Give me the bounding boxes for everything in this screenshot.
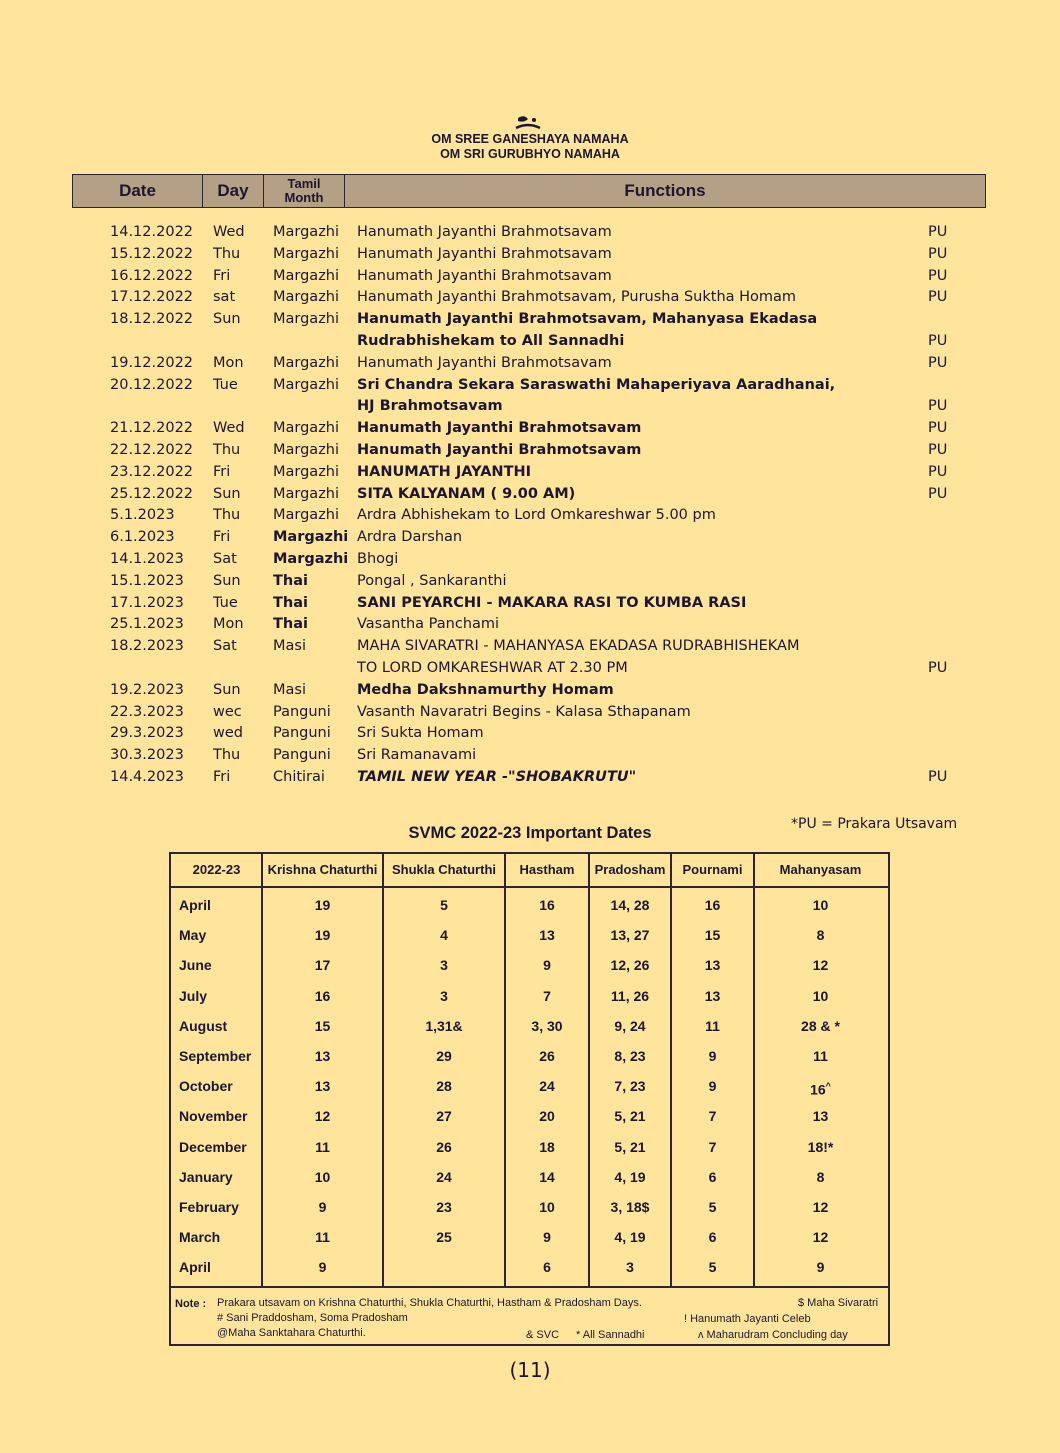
function-row-function: SANI PEYARCHI - MAKARA RASI TO KUMBA RASI — [357, 594, 747, 611]
table-cell: 8 — [816, 1168, 825, 1185]
table-cell: 7 — [708, 1108, 717, 1125]
function-row-pu: PU — [928, 245, 948, 262]
table-cell: 8, 23 — [614, 1048, 646, 1064]
function-row — [110, 440, 990, 462]
table-cell: 17 — [314, 957, 331, 974]
function-row-function: HANUMATH JAYANTHI — [357, 463, 531, 480]
function-row-date: 23.12.2022 — [110, 463, 194, 480]
function-row-function: Hanumath Jayanthi Brahmotsavam — [357, 245, 612, 262]
function-row-function: Ardra Abhishekam to Lord Omkareshwar 5.00 pm — [357, 507, 716, 524]
function-row-function: Pongal , Sankaranthi — [357, 572, 507, 589]
function-row-month: Margazhi — [273, 311, 340, 328]
function-row-day: Sun — [213, 572, 241, 589]
function-row-function: TAMIL NEW YEAR -"SHOBAKRUTU" — [357, 768, 637, 785]
function-row — [110, 222, 990, 244]
function-row — [110, 593, 990, 615]
function-row — [110, 527, 990, 549]
function-row-function: Ardra Darshan — [357, 529, 463, 546]
function-row — [110, 723, 990, 745]
function-row-day: Tue — [213, 376, 238, 393]
table-cell: 3 — [440, 987, 448, 1004]
table-cell: 23 — [436, 1199, 452, 1215]
table-cell: 9 — [543, 957, 551, 974]
function-row-month: Chitirai — [273, 768, 325, 785]
function-row-date: 6.1.2023 — [110, 529, 175, 546]
table-cell: 26 — [436, 1138, 452, 1155]
function-row-function: Vasanth Navaratri Begins - Kalasa Sthapanam — [357, 703, 691, 720]
table-cell: 5 — [708, 1199, 717, 1215]
function-row-function: Vasantha Panchami — [357, 616, 500, 633]
table-month-cell: February — [179, 1199, 239, 1215]
table-cell: 16 — [314, 987, 331, 1004]
table-cell: 24 — [436, 1168, 452, 1185]
function-row-function: HJ Brahmotsavam — [357, 398, 503, 415]
function-row — [110, 418, 990, 440]
function-row-month: Masi — [273, 638, 306, 655]
table-month-cell: March — [179, 1229, 221, 1246]
function-row-day: Fri — [213, 463, 231, 480]
function-row-function: Hanumath Jayanthi Brahmotsavam — [357, 267, 612, 284]
function-row — [110, 636, 990, 658]
function-row-function: Sri Sukta Homam — [357, 725, 484, 742]
function-row-date: 20.12.2022 — [110, 376, 194, 393]
function-row-date: 14.4.2023 — [110, 768, 184, 785]
function-row — [110, 702, 990, 724]
table-column-header: Mahanyasam — [779, 862, 862, 877]
function-row-day: Tue — [213, 594, 238, 611]
table-cell: 9 — [318, 1259, 327, 1276]
function-row-date: 15.1.2023 — [110, 572, 184, 589]
table-cell: 19 — [314, 897, 331, 913]
table-month-cell: August — [179, 1017, 228, 1034]
function-row-month: Panguni — [273, 747, 331, 764]
function-row-day: Thu — [213, 245, 241, 262]
table-cell: 26 — [539, 1048, 555, 1064]
table-cell: 15 — [704, 927, 721, 944]
function-row-month: Thai — [273, 616, 308, 633]
header-date: Date — [73, 175, 203, 207]
function-row-function: Hanumath Jayanthi Brahmotsavam — [357, 441, 642, 458]
function-row-function: SITA KALYANAM ( 9.00 AM) — [357, 485, 576, 502]
function-row-month: Margazhi — [273, 529, 349, 546]
table-column-header: Krishna Chaturthi — [267, 862, 378, 877]
function-row-date: 22.12.2022 — [110, 441, 194, 458]
function-row-function: Hanumath Jayanthi Brahmotsavam, Mahanyasa Ekadasa — [357, 311, 818, 328]
table-cell: 12 — [314, 1108, 331, 1125]
function-row-date: 18.12.2022 — [110, 311, 194, 328]
header-tamil-month-line-2: Month — [284, 190, 324, 205]
header-functions: Functions — [624, 181, 706, 200]
function-row-pu: PU — [928, 332, 948, 349]
function-row-function: Bhogi — [357, 550, 399, 567]
function-row-date: 30.3.2023 — [110, 747, 184, 764]
function-row-month: Margazhi — [273, 289, 340, 306]
function-row-month: Margazhi — [273, 376, 340, 393]
function-row — [110, 614, 990, 636]
function-row-function: Hanumath Jayanthi Brahmotsavam — [357, 224, 612, 240]
function-row — [110, 309, 990, 331]
table-cell: 9, 24 — [614, 1017, 646, 1034]
function-row-month: Thai — [273, 594, 308, 611]
note-line-1: Prakara utsavam on Krishna Chaturthi, Shukla Chaturthi, Hastham & Pradosham Days. — [217, 1297, 642, 1309]
table-cell: 13 — [812, 1108, 829, 1125]
table-cell: 11 — [705, 1017, 720, 1034]
table-cell-superscript: 16^ — [810, 1081, 831, 1098]
function-row — [110, 244, 990, 266]
function-row-day: Sat — [213, 638, 237, 655]
function-row-pu: PU — [928, 768, 948, 785]
function-row-date: 17.12.2022 — [110, 289, 194, 306]
table-column-header: 2022-23 — [192, 862, 241, 877]
function-row-date: 5.1.2023 — [110, 507, 175, 524]
table-cell: 10 — [812, 987, 829, 1004]
function-row-pu: PU — [928, 267, 948, 284]
pu-note: *PU = Prakara Utsavam — [791, 816, 958, 832]
table-cell: 4, 19 — [614, 1229, 646, 1246]
function-row-date: 15.12.2022 — [110, 245, 194, 262]
function-row-pu: PU — [928, 441, 948, 458]
function-row-date: 25.12.2022 — [110, 485, 194, 502]
table-cell: 10 — [812, 897, 829, 913]
function-row-month: Margazhi — [273, 420, 340, 437]
function-row-pu: PU — [928, 485, 948, 502]
table-cell: 20 — [539, 1108, 555, 1125]
function-row — [110, 287, 990, 309]
table-cell: 11, 26 — [610, 987, 650, 1004]
header-tamil-month — [264, 175, 345, 207]
functions-table-header — [72, 174, 986, 208]
function-row — [110, 767, 990, 789]
table-cell: 15 — [314, 1017, 331, 1034]
function-row-month: Panguni — [273, 725, 331, 742]
table-cell: 5, 21 — [614, 1138, 646, 1155]
table-cell: 27 — [436, 1108, 452, 1125]
function-row-pu: PU — [928, 659, 948, 676]
table-cell: 9 — [318, 1199, 327, 1215]
note-hanumath: ! Hanumath Jayanti Celeb — [684, 1313, 811, 1325]
table-cell: 5 — [440, 897, 448, 913]
table-month-cell: May — [179, 927, 207, 944]
table-column-header: Hastham — [519, 862, 575, 877]
function-row-pu: PU — [928, 463, 948, 480]
table-cell: 13 — [704, 987, 721, 1004]
table-cell: 13 — [314, 1048, 331, 1064]
function-row-pu: PU — [928, 224, 948, 240]
table-cell: 3, 18$ — [610, 1199, 650, 1215]
table-cell: 28 & * — [801, 1017, 840, 1034]
table-notes-divider — [171, 1286, 888, 1288]
table-cell: 4 — [440, 927, 448, 944]
table-cell: 11 — [813, 1048, 828, 1064]
function-row-day: Fri — [213, 529, 231, 546]
function-row-function: Medha Dakshnamurthy Homam — [357, 681, 614, 698]
function-row-pu: PU — [928, 398, 948, 415]
function-row-day: Thu — [213, 747, 241, 764]
table-cell: 7 — [708, 1138, 717, 1155]
table-column-header: Pournami — [682, 862, 743, 877]
function-row-date: 19.2.2023 — [110, 681, 184, 698]
function-row-day: Wed — [213, 224, 245, 240]
function-row — [110, 658, 990, 680]
table-cell: 10 — [314, 1168, 331, 1185]
table-cell: 29 — [436, 1048, 452, 1064]
table-month-cell: April — [179, 897, 211, 913]
function-row-date: 17.1.2023 — [110, 594, 184, 611]
function-row-function: Hanumath Jayanthi Brahmotsavam — [357, 420, 642, 437]
table-month-cell: December — [179, 1138, 247, 1155]
table-cell: 7 — [543, 987, 551, 1004]
om-symbol-icon — [514, 114, 542, 132]
function-row-function: Hanumath Jayanthi Brahmotsavam — [357, 354, 612, 371]
function-row-date: 25.1.2023 — [110, 616, 184, 633]
table-cell: 4, 19 — [614, 1168, 646, 1185]
table-cell: 1,31& — [425, 1017, 463, 1034]
function-row — [110, 462, 990, 484]
note-label: Note : — [175, 1298, 207, 1310]
table-month-cell: November — [179, 1108, 248, 1125]
invocation-line-2: OM SRI GURUBHYO NAMAHA — [440, 147, 620, 161]
function-row-pu: PU — [928, 354, 948, 371]
function-row-month: Margazhi — [273, 354, 340, 371]
svmc-important-dates-table — [169, 852, 890, 1346]
function-row-month: Margazhi — [273, 463, 340, 480]
table-month-cell: October — [179, 1078, 233, 1095]
table-cell: 12 — [812, 1199, 829, 1215]
note-sannadhi: * All Sannadhi — [576, 1329, 645, 1341]
table-cell: 14, 28 — [610, 897, 650, 913]
table-cell — [383, 1252, 505, 1282]
note-line-3: @Maha Sanktahara Chaturthi. — [217, 1327, 366, 1339]
table-cell: 6 — [708, 1168, 717, 1185]
function-row-day: wed — [213, 725, 243, 742]
table-month-cell: September — [179, 1048, 252, 1064]
function-row-day: Sun — [213, 485, 241, 502]
functions-list — [110, 222, 990, 789]
function-row-date: 16.12.2022 — [110, 267, 194, 284]
function-row-day: Mon — [213, 616, 244, 633]
function-row-function: Sri Ramanavami — [357, 747, 477, 764]
table-month-cell: April — [179, 1259, 211, 1276]
table-cell: 13 — [539, 927, 555, 944]
function-row — [110, 353, 990, 375]
table-cell: 19 — [314, 927, 331, 944]
function-row-function: MAHA SIVARATRI - MAHANYASA EKADASA RUDRABHISHEKAM — [357, 638, 800, 655]
function-row-pu: PU — [928, 289, 948, 306]
function-row-day: Wed — [213, 420, 245, 437]
table-cell: 18!* — [807, 1138, 834, 1155]
table-cell: 24 — [539, 1078, 555, 1095]
note-sivaratri: $ Maha Sivaratri — [798, 1297, 879, 1309]
table-cell: 6 — [708, 1229, 717, 1246]
function-row-month: Margazhi — [273, 267, 340, 284]
function-row-function: Rudrabhishekam to All Sannadhi — [357, 332, 625, 349]
function-row — [110, 331, 990, 353]
page-number: (11) — [509, 1358, 551, 1382]
function-row-day: Sat — [213, 550, 237, 567]
function-row — [110, 571, 990, 593]
table-cell: 25 — [436, 1229, 452, 1246]
table-cell: 9 — [708, 1078, 717, 1095]
table-cell: 6 — [543, 1259, 551, 1276]
function-row-month: Margazhi — [273, 507, 340, 524]
header-tamil-month-line-1: Tamil — [287, 176, 321, 191]
note-maharudram: ʌ Maharudram Concluding day — [698, 1329, 848, 1341]
table-cell: 12 — [812, 957, 829, 974]
function-row-date: 14.12.2022 — [110, 224, 194, 240]
function-row-month: Margazhi — [273, 245, 340, 262]
function-row — [110, 375, 990, 397]
function-row-day: Fri — [213, 768, 231, 785]
table-cell: 12, 26 — [610, 957, 650, 974]
function-row-month: Panguni — [273, 703, 331, 720]
function-row-month: Margazhi — [273, 550, 349, 567]
function-row-date: 22.3.2023 — [110, 703, 184, 720]
function-row-date: 19.12.2022 — [110, 354, 194, 371]
table-cell: 8 — [816, 927, 825, 944]
table-cell: 12 — [812, 1229, 829, 1246]
table-cell: 3, 30 — [531, 1017, 563, 1034]
function-row-function: TO LORD OMKARESHWAR AT 2.30 PM — [357, 659, 628, 676]
table-cell: 16 — [704, 897, 721, 913]
table-cell: 13 — [314, 1078, 331, 1095]
function-row-day: Thu — [213, 441, 241, 458]
function-row-date: 14.1.2023 — [110, 550, 184, 567]
table-column-header: Shukla Chaturthi — [391, 862, 496, 877]
function-row — [110, 266, 990, 288]
table-month-cell: July — [179, 987, 208, 1004]
header-day: Day — [203, 175, 264, 207]
function-row — [110, 505, 990, 527]
table-cell: 28 — [436, 1078, 452, 1095]
table-cell: 3 — [626, 1259, 634, 1276]
table-cell: 13 — [704, 957, 721, 974]
function-row-function: Sri Chandra Sekara Saraswathi Mahaperiyava Aaradhanai, — [357, 376, 836, 393]
function-row — [110, 484, 990, 506]
table-month-cell: June — [179, 957, 212, 974]
table-cell: 9 — [708, 1048, 717, 1064]
function-row — [110, 745, 990, 767]
function-row-pu: PU — [928, 420, 948, 437]
function-row-day: Thu — [213, 507, 241, 524]
table-cell: 11 — [315, 1138, 330, 1155]
svmc-title: SVMC 2022-23 Important Dates — [408, 824, 652, 842]
table-cell: 18 — [539, 1138, 555, 1155]
function-row-month: Margazhi — [273, 485, 340, 502]
function-row-month: Margazhi — [273, 441, 340, 458]
table-cell: 11 — [315, 1229, 330, 1246]
table-cell: 3 — [440, 957, 448, 974]
function-row-month: Thai — [273, 572, 308, 589]
note-line-2: # Sani Praddosham, Soma Pradosham — [217, 1312, 408, 1324]
table-cell: 5 — [708, 1259, 717, 1276]
invocation — [0, 132, 1060, 162]
table-column-header: Pradosham — [594, 862, 666, 877]
function-row-date: 29.3.2023 — [110, 725, 184, 742]
table-cell: 9 — [543, 1229, 551, 1246]
function-row — [110, 680, 990, 702]
table-header-divider — [171, 886, 888, 888]
function-row — [110, 396, 990, 418]
invocation-line-1: OM SREE GANESHAYA NAMAHA — [431, 132, 629, 146]
table-cell: 7, 23 — [614, 1078, 646, 1095]
function-row-day: Mon — [213, 354, 244, 371]
function-row-date: 21.12.2022 — [110, 420, 194, 437]
function-row-date: 18.2.2023 — [110, 638, 184, 655]
function-row — [110, 549, 990, 571]
table-cell: 14 — [539, 1168, 555, 1185]
function-row-function: Hanumath Jayanthi Brahmotsavam, Purusha Suktha Homam — [357, 289, 797, 306]
table-cell: 10 — [539, 1199, 555, 1215]
table-cell: 5, 21 — [614, 1108, 646, 1125]
function-row-month: Masi — [273, 681, 306, 698]
function-row-day: Sun — [213, 681, 241, 698]
function-row-day: Sun — [213, 311, 241, 328]
function-row-day: sat — [213, 289, 236, 306]
table-month-cell: January — [179, 1168, 233, 1185]
table-cell: 16 — [539, 897, 555, 913]
note-svc: & SVC — [526, 1329, 560, 1341]
table-cell: 13, 27 — [610, 927, 650, 944]
function-row-day: wec — [213, 703, 242, 720]
function-row-day: Fri — [213, 267, 231, 284]
table-cell: 9 — [816, 1259, 825, 1276]
function-row-month: Margazhi — [273, 224, 340, 240]
